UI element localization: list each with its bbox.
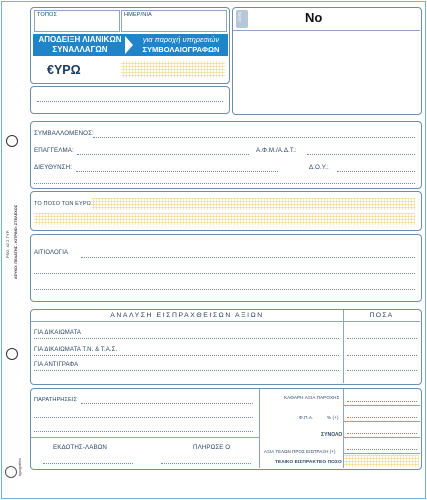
analysis-section bbox=[30, 309, 422, 385]
receipt-title bbox=[35, 35, 125, 55]
subtitle-line-2: ΣΥΜΒΟΛΑΙΟΓΡΑΦΩΝ bbox=[142, 44, 220, 54]
currency-amount-field[interactable] bbox=[121, 61, 225, 78]
reason-section bbox=[30, 234, 422, 302]
analysis-row-amount-3[interactable] bbox=[347, 370, 417, 371]
side-copy-text bbox=[14, 205, 22, 315]
date-field[interactable] bbox=[121, 10, 227, 32]
totals-row-line-1 bbox=[343, 405, 420, 406]
reason-line-3[interactable] bbox=[34, 289, 415, 290]
side-code-text bbox=[5, 230, 13, 300]
date-label: ΗΜΕΡ/ΝΙΑ bbox=[124, 12, 152, 18]
remarks-line-2[interactable] bbox=[34, 417, 253, 418]
analysis-row-dots-1 bbox=[34, 338, 339, 339]
remarks-line-1[interactable] bbox=[81, 403, 253, 404]
profession-label: ΕΠΑΓΓΕΛΜΑ: bbox=[34, 147, 74, 154]
punch-hole-bottom bbox=[6, 348, 18, 360]
fees-label: ΑΞΙΑ ΤΕΛΩΝ ΠΡΟΣ ΕΙΣΠΡΑΞΗ (+) bbox=[264, 449, 336, 454]
analysis-title: ΑΝΑΛΥΣΗ ΕΙΣΠΡΑΧΘΕΙΣΩΝ ΑΞΙΩΝ bbox=[110, 312, 264, 319]
vat-label: Φ.Π.Α. bbox=[299, 415, 314, 420]
amount-words-field-2[interactable] bbox=[34, 213, 415, 225]
remarks-label: ΠΑΡΑΤΗΡΗΣΕΙΣ bbox=[34, 397, 78, 403]
fees-field[interactable] bbox=[347, 449, 417, 450]
header-right-panel bbox=[232, 7, 422, 115]
arrow-icon bbox=[125, 36, 133, 54]
logo-icon bbox=[5, 466, 17, 478]
address-field[interactable] bbox=[76, 171, 278, 172]
vat-field[interactable] bbox=[347, 417, 417, 418]
vat-pct-label: % (+) bbox=[327, 415, 339, 420]
final-total-label: ΤΕΛΙΚΟ ΕΙΣΠΡΑΚΤΕΟ ΠΟΣΟ bbox=[275, 460, 342, 465]
afm-field[interactable] bbox=[307, 154, 415, 155]
header-left-panel bbox=[30, 7, 230, 84]
issuer-signature[interactable] bbox=[43, 463, 133, 464]
note-line bbox=[37, 101, 223, 102]
analysis-amount-header: ΠΟΣΑ bbox=[369, 312, 394, 319]
address-label: ΔΙΕΥΘΥΝΣΗ: bbox=[34, 164, 72, 171]
amount-words-field-1[interactable] bbox=[91, 198, 415, 210]
title-line-2: ΣΥΝΑΛΛΑΓΩΝ bbox=[52, 44, 108, 54]
final-total-field[interactable] bbox=[344, 455, 419, 467]
receipt-number-label: Νο bbox=[305, 10, 323, 25]
doy-label: Δ.Ο.Υ.: bbox=[309, 164, 329, 171]
reason-line-2[interactable] bbox=[34, 273, 415, 274]
contracting-label: ΣΥΜΒΑΛΛΟΜΕΝΟΣ: bbox=[34, 130, 94, 137]
bottom-section bbox=[30, 388, 422, 470]
amount-section bbox=[30, 191, 422, 231]
total-field[interactable] bbox=[347, 433, 417, 434]
remarks-line-3[interactable] bbox=[34, 431, 253, 432]
bottom-remarks-divider bbox=[31, 437, 259, 438]
net-value-label: ΚΑΘΑΡΗ ΑΞΙΑ ΠΑΡΟΧΗΣ bbox=[284, 395, 340, 400]
net-value-field[interactable] bbox=[347, 401, 417, 402]
title-line-1: ΑΠΟΔΕΙΞΗ ΛΙΑΝΙΚΩΝ bbox=[38, 35, 122, 44]
party-section bbox=[30, 121, 422, 189]
subtitle-line-1: για παροχή υπηρεσιών bbox=[142, 35, 220, 44]
payer-label: ΠΛΗΡΩΣΕ Ο bbox=[193, 444, 231, 451]
bottom-divider-left bbox=[259, 389, 260, 468]
contracting-field[interactable] bbox=[93, 137, 415, 138]
totals-row-line-4 bbox=[343, 453, 420, 454]
analysis-divider bbox=[343, 310, 344, 383]
issuer-label: ΕΚΔΟΤΗΣ-ΛΑΒΩΝ bbox=[53, 444, 107, 451]
currency-label: €ΥΡΩ bbox=[47, 63, 81, 77]
punch-hole-top bbox=[6, 135, 18, 147]
doy-field[interactable] bbox=[337, 171, 415, 172]
total-label: ΣΥΝΟΛΟ bbox=[321, 432, 343, 438]
analysis-row-label-1: ΓΙΑ ΔΙΚΑΙΩΜΑΤΑ bbox=[34, 330, 81, 336]
afm-label: Α.Φ.Μ./Α.Δ.Τ.: bbox=[256, 147, 297, 154]
place-field[interactable] bbox=[34, 10, 120, 32]
analysis-row-amount-1[interactable] bbox=[347, 338, 417, 339]
analysis-row-dots-2 bbox=[34, 355, 339, 356]
profession-field[interactable] bbox=[77, 154, 249, 155]
analysis-row-label-2: ΓΙΑ ΔΙΚΑΙΩΜΑΤΑ Τ.Ν. & Τ.Α.Σ. bbox=[34, 347, 118, 353]
reason-label: ΑΙΤΙΟΛΟΓΙΑ bbox=[34, 250, 69, 256]
logo-text: typografeio bbox=[18, 458, 22, 476]
totals-row-line-2 bbox=[343, 421, 420, 422]
amount-label: ΤΟ ΠΟΣΟ ΤΩΝ ΕΥΡΩ bbox=[34, 201, 91, 207]
series-text: ΣΕΙΡΑ bbox=[238, 12, 242, 22]
logo-text-wrap bbox=[18, 458, 24, 494]
reason-line-1[interactable] bbox=[81, 257, 415, 258]
receipt-subtitle bbox=[135, 35, 227, 55]
analysis-row-amount-2[interactable] bbox=[347, 355, 417, 356]
header-right-divider bbox=[233, 30, 420, 31]
analysis-row-label-3: ΓΙΑ ΑΝΤΙΓΡΑΦΑ bbox=[34, 362, 79, 368]
totals-row-line-3 bbox=[343, 437, 420, 438]
analysis-row-dots-3 bbox=[34, 370, 339, 371]
place-label: ΤΟΠΟΣ bbox=[37, 12, 58, 18]
party-extra-line[interactable] bbox=[34, 183, 415, 184]
payer-signature[interactable] bbox=[161, 463, 251, 464]
header-note-box[interactable] bbox=[30, 86, 230, 114]
side-copy-note: ΛΕΥΚΟ: ΠΕΛΑΤΗΣ - ΚΙΤΡΙΝΟ: ΣΤΕΛΕΧΟΣ bbox=[14, 205, 18, 280]
side-code: PSG. 42 Σ ΤΥΡ. bbox=[5, 230, 10, 259]
